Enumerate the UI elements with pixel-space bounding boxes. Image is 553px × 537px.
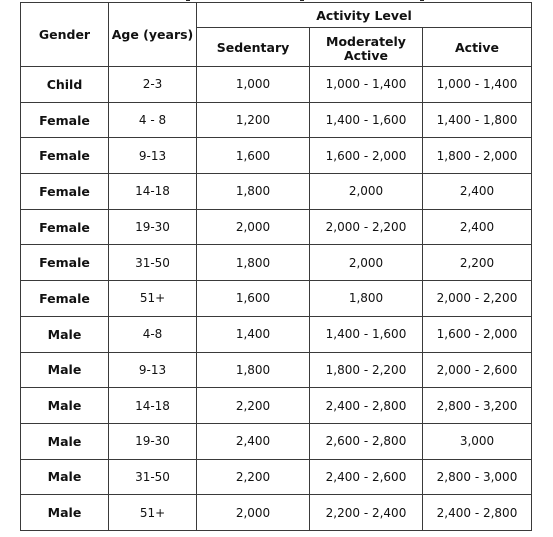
cell-moderately-active: 2,200 - 2,400 [310,495,423,531]
cell-moderately-active: 1,400 - 1,600 [310,316,423,352]
table-row [21,423,532,459]
table-row [21,174,532,210]
cell-gender: Male [21,352,109,388]
header-moderately-line1: Moderately [326,33,406,49]
cell-moderately-active: 1,000 - 1,400 [310,67,423,103]
cell-gender: Male [21,423,109,459]
cell-active: 2,400 [423,174,532,210]
header-activity-level: Activity Level [197,3,532,28]
cell-age: 2-3 [109,67,197,103]
table-row [21,388,532,424]
cell-sedentary: 1,200 [197,102,310,138]
cell-moderately-active: 1,800 - 2,200 [310,352,423,388]
cell-active: 2,000 - 2,200 [423,281,532,317]
cell-active: 2,400 [423,209,532,245]
table-row [21,102,532,138]
cell-gender: Child [21,67,109,103]
cell-gender: Female [21,281,109,317]
cell-age: 14-18 [109,174,197,210]
cell-sedentary: 1,800 [197,352,310,388]
cell-moderately-active: 1,600 - 2,000 [310,138,423,174]
cell-age: 9-13 [109,352,197,388]
table-row [21,459,532,495]
cell-active: 1,800 - 2,000 [423,138,532,174]
cell-age: 4-8 [109,316,197,352]
cell-age: 4 - 8 [109,102,197,138]
header-sedentary: Sedentary [197,28,310,67]
cell-active: 2,800 - 3,200 [423,388,532,424]
cell-moderately-active: 2,000 - 2,200 [310,209,423,245]
cell-age: 51+ [109,495,197,531]
table-row [21,316,532,352]
cell-active: 2,400 - 2,800 [423,495,532,531]
cell-age: 31-50 [109,245,197,281]
table-row [21,352,532,388]
header-moderately-line2: Active [344,47,388,63]
cell-gender: Female [21,245,109,281]
cell-sedentary: 1,800 [197,245,310,281]
cell-sedentary: 1,600 [197,138,310,174]
cell-sedentary: 1,800 [197,174,310,210]
cell-age: 51+ [109,281,197,317]
cell-moderately-active: 1,400 - 1,600 [310,102,423,138]
calorie-needs-table [20,2,532,531]
cell-active: 3,000 [423,423,532,459]
cell-age: 31-50 [109,459,197,495]
cell-sedentary: 1,600 [197,281,310,317]
cell-moderately-active: 2,600 - 2,800 [310,423,423,459]
table-row [21,495,532,531]
cell-moderately-active: 2,000 [310,174,423,210]
cell-age: 19-30 [109,209,197,245]
cell-sedentary: 2,400 [197,423,310,459]
cell-moderately-active: 2,400 - 2,800 [310,388,423,424]
table-row [21,209,532,245]
cell-sedentary: 1,000 [197,67,310,103]
table-row [21,245,532,281]
cell-active: 2,800 - 3,000 [423,459,532,495]
cell-sedentary: 2,200 [197,388,310,424]
cell-active: 2,000 - 2,600 [423,352,532,388]
cell-age: 14-18 [109,388,197,424]
cell-gender: Male [21,495,109,531]
cell-sedentary: 2,000 [197,209,310,245]
table-row [21,67,532,103]
table-row [21,138,532,174]
cell-moderately-active: 2,400 - 2,600 [310,459,423,495]
cell-gender: Male [21,459,109,495]
cell-gender: Female [21,209,109,245]
cell-gender: Female [21,174,109,210]
header-age: Age (years) [109,3,197,67]
header-active: Active [423,28,532,67]
cell-age: 19-30 [109,423,197,459]
table-body [21,67,532,531]
cell-gender: Male [21,388,109,424]
header-gender: Gender [21,3,109,67]
cell-sedentary: 2,200 [197,459,310,495]
cell-active: 2,200 [423,245,532,281]
cell-moderately-active: 2,000 [310,245,423,281]
header-moderately-active [310,28,423,67]
cell-gender: Male [21,316,109,352]
cell-gender: Female [21,138,109,174]
cell-sedentary: 2,000 [197,495,310,531]
cell-moderately-active: 1,800 [310,281,423,317]
cell-active: 1,600 - 2,000 [423,316,532,352]
cell-sedentary: 1,400 [197,316,310,352]
cell-active: 1,400 - 1,800 [423,102,532,138]
cell-age: 9-13 [109,138,197,174]
table-row [21,281,532,317]
cell-active: 1,000 - 1,400 [423,67,532,103]
cell-gender: Female [21,102,109,138]
